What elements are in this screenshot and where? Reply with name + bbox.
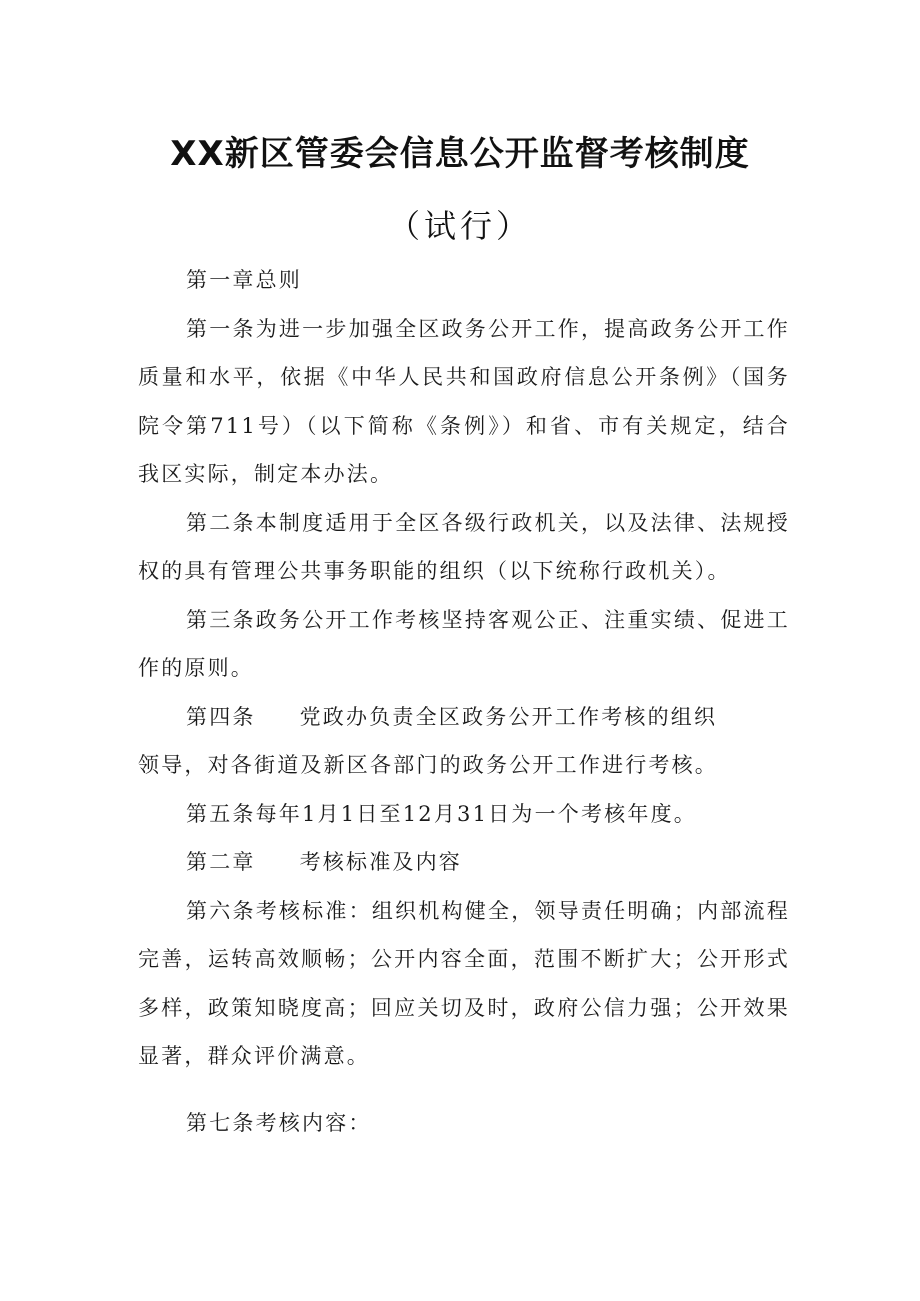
paragraph-spacer	[138, 1081, 790, 1099]
article-2: 第二条本制度适用于全区各级行政机关，以及法律、法规授权的具有管理公共事务职能的组织（以下统称行政机关）。	[138, 510, 790, 583]
chapter-1-heading: 第一章总则	[186, 268, 302, 292]
chapter-2-heading	[138, 838, 790, 887]
article-1: 第一条为进一步加强全区政务公开工作，提高政务公开工作质量和水平，依据《中华人民共和国政府信息公开条例》（国务院令第711号）（以下简称《条例》）和省、市有关规定，结合我区实际，制定本办法。	[138, 316, 790, 486]
document-title: XX新区管委会信息公开监督考核制度	[170, 134, 750, 174]
document-subtitle: （试行）	[387, 207, 532, 245]
article-4-continuation: 领导，对各街道及新区各部门的政务公开工作进行考核。	[138, 753, 718, 777]
article-4-label: 第四条	[186, 704, 256, 729]
article-4-line-1: 党政办负责全区政务公开工作考核的组织	[299, 704, 718, 729]
article-6: 第六条考核标准：组织机构健全，领导责任明确；内部流程完善，运转高效顺畅；公开内容全面，范围不断扩大；公开形式多样，政策知晓度高；回应关切及时，政府公信力强；公开效果显著，群众评价满意。	[138, 898, 790, 1068]
chapter-2-label: 第二章	[186, 850, 256, 874]
chapter-2-title: 考核标准及内容	[299, 850, 463, 874]
article-3: 第三条政务公开工作考核坚持客观公正、注重实绩、促进工作的原则。	[138, 607, 790, 680]
article-4	[138, 693, 790, 742]
article-7: 第七条考核内容：	[186, 1110, 372, 1135]
article-5: 第五条每年1月1日至12月31日为一个考核年度。	[186, 801, 697, 826]
document-body	[138, 256, 790, 1147]
